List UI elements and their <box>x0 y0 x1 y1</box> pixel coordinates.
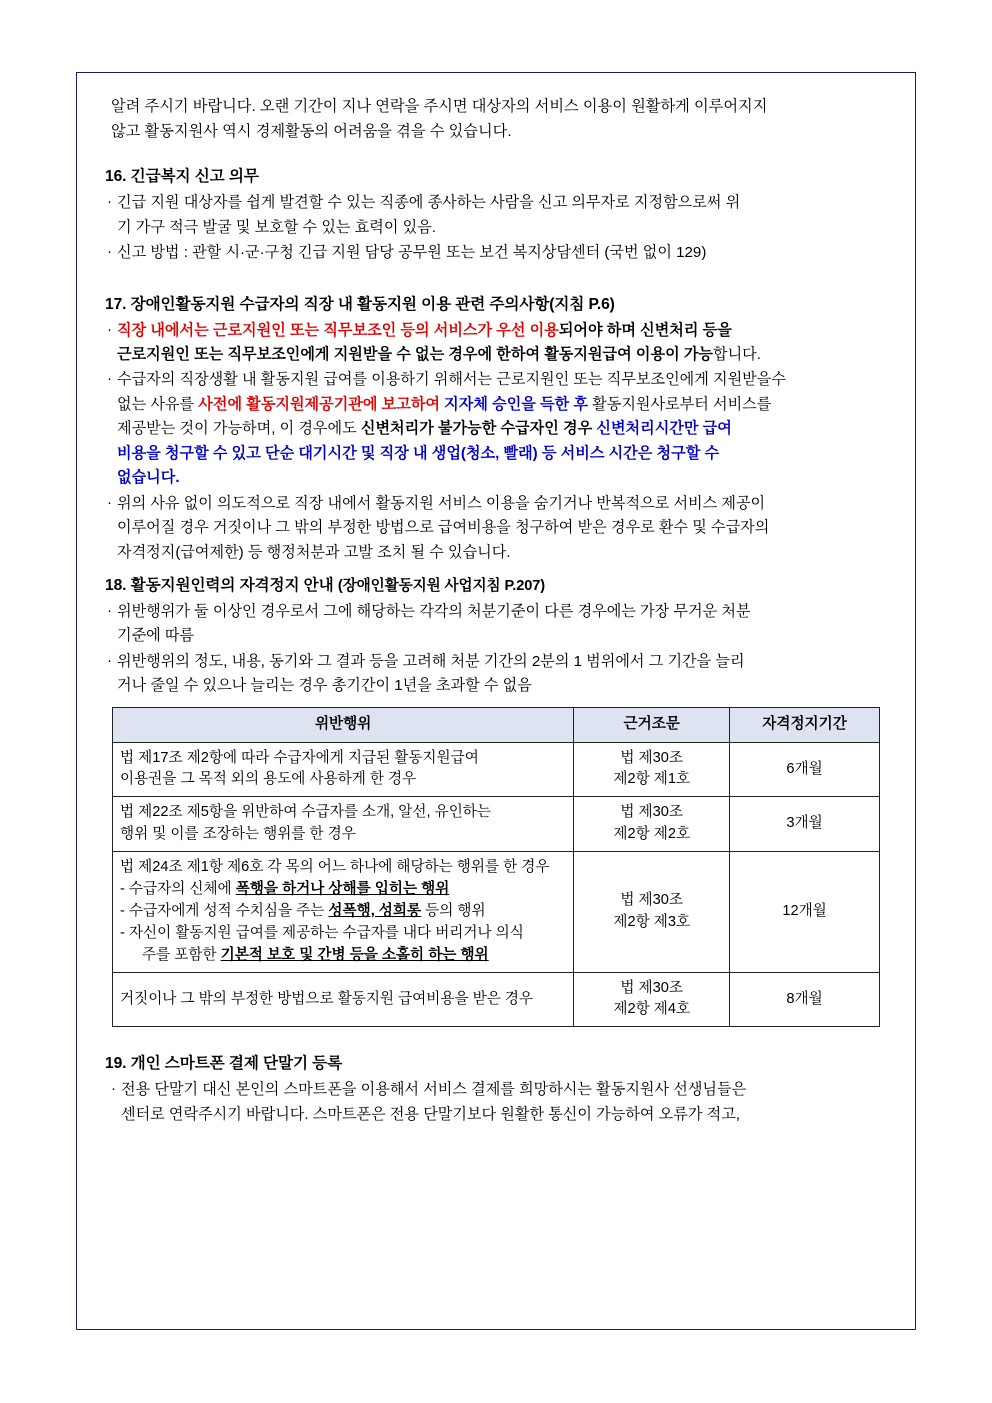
cell-basis <box>574 742 730 797</box>
text-segment: - 수급자에게 성적 수치심을 주는 <box>120 902 329 919</box>
text-segment: 활동지원사로부터 서비스를 <box>587 395 772 413</box>
cell-line: 제2항 제4호 <box>613 1001 691 1018</box>
list-item-line: · 긴급 지원 대상자를 쉽게 발견할 수 있는 직종에 종사하는 사람을 신고 의무자로 지정함으로써 위 <box>117 194 741 212</box>
emphasis-underline: 기본적 보호 및 간병 등을 소홀히 하는 행위 <box>220 946 489 963</box>
document-page <box>76 72 916 1330</box>
cell-line: 제2항 제3호 <box>613 913 691 930</box>
list-item-line: · 전용 단말기 대신 본인의 스마트폰을 이용해서 서비스 결제를 희망하시는 활동지원사 선생님들은 <box>121 1081 747 1099</box>
cell-subline <box>120 923 566 945</box>
cell-period: 3개월 <box>730 797 880 852</box>
cell-subline <box>120 901 566 923</box>
cell-subline <box>120 879 566 901</box>
list-item-line: 기 가구 적극 발굴 및 보호할 수 있는 효력이 있음. <box>117 218 436 236</box>
cell-violation <box>113 852 574 972</box>
cell-line: 법 제30조 <box>620 979 683 996</box>
table-row <box>113 852 880 972</box>
cell-line: 법 제30조 <box>620 891 683 908</box>
section-17 <box>103 292 889 565</box>
column-header-basis: 근거조문 <box>574 707 730 742</box>
cell-violation <box>113 742 574 797</box>
list-item-line <box>117 393 889 417</box>
list-item <box>103 650 889 699</box>
text-tail: 합니다. <box>713 346 761 363</box>
text-segment: 등의 행위 <box>421 902 486 919</box>
emphasis-blue: 비용을 청구할 수 있고 단순 대기시간 및 직장 내 생업(청소, 빨래) 등 서비스 시간은 청구할 수 <box>117 444 720 462</box>
section-17-list <box>103 319 889 565</box>
list-item-line: · 신고 방법 : 관할 시·군·구청 긴급 지원 담당 공무원 또는 보건 복지상담센터 (국번 없이 129) <box>117 244 707 262</box>
cell-basis <box>574 797 730 852</box>
list-item-line <box>117 343 889 367</box>
cell-line: 법 제22조 제5항을 위반하여 수급자를 소개, 알선, 유인하는 <box>120 804 491 821</box>
list-item-line: · 위반행위가 둘 이상인 경우로서 그에 해당하는 각각의 처분기준이 다른 경우에는 가장 무거운 처분 <box>117 602 751 620</box>
cell-line: 제2항 제2호 <box>613 826 691 843</box>
cell-basis <box>574 852 730 972</box>
list-item-line: · 수급자의 직장생활 내 활동지원 급여를 이용하기 위해서는 근로지원인 또는 직무보조인에게 지원받을수 <box>117 371 786 389</box>
list-item <box>103 368 889 490</box>
section-19-list <box>103 1078 889 1127</box>
intro-paragraph <box>103 95 889 144</box>
emphasis-bold: 신변처리가 불가능한 수급자인 경우 <box>360 420 593 438</box>
emphasis-bold: 되어야 하며 <box>558 321 641 339</box>
cell-line: 법 제30조 <box>620 749 683 766</box>
emphasis-blue: 신변처리시간만 급여 <box>592 420 732 438</box>
section-16 <box>103 164 889 265</box>
table-row <box>113 742 880 797</box>
text-segment: - 수급자의 신체에 <box>120 881 236 898</box>
cell-period: 12개월 <box>730 852 880 972</box>
list-item-line: 이루어질 경우 거짓이나 그 밖의 부정한 방법으로 급여비용을 청구하여 받은 경우로 환수 및 수급자의 <box>117 519 770 537</box>
section-17-heading: 17. 장애인활동지원 수급자의 직장 내 활동지원 이용 관련 주의사항(지침 P.6) <box>105 295 615 313</box>
table-header-row <box>113 707 880 742</box>
cell-violation <box>113 972 574 1027</box>
emphasis-underline: 성폭행, 성희롱 <box>328 902 422 919</box>
column-header-period: 자격정지기간 <box>730 707 880 742</box>
section-18 <box>103 573 889 1027</box>
list-item <box>103 319 889 368</box>
section-19-heading: 19. 개인 스마트폰 결제 단말기 등록 <box>105 1055 343 1073</box>
section-18-heading-main: 18. 활동지원인력의 자격정지 안내 <box>105 576 334 594</box>
emphasis-red: 직장 내에서는 근로지원인 또는 직무보조인 등의 서비스가 우선 이용 <box>117 321 559 339</box>
list-item <box>103 1078 889 1127</box>
cell-period: 8개월 <box>730 972 880 1027</box>
intro-line-2: 않고 활동지원사 역시 경제활동의 어려움을 겪을 수 있습니다. <box>111 122 512 140</box>
suspension-criteria-table <box>112 707 880 1028</box>
emphasis-red: 사전에 활동지원제공기관에 보고하여 <box>198 395 445 413</box>
list-item-line: · 위의 사유 없이 의도적으로 직장 내에서 활동지원 서비스 이용을 숨기거나 반복적으로 서비스 제공이 <box>117 494 766 512</box>
list-item <box>103 191 889 240</box>
section-18-heading-sub: (장애인활동지원 사업지침 P.207) <box>337 577 546 594</box>
text-segment: 주를 포함한 <box>142 946 221 963</box>
list-item <box>103 241 889 265</box>
list-item-line <box>117 417 889 441</box>
section-18-heading <box>103 573 889 595</box>
emphasis-bold: 근로지원인 또는 직무보조인에게 지원받을 수 없는 경우에 한하여 활동지원급여 이용이 가능 <box>117 346 713 363</box>
text-segment: 없는 사유를 <box>117 395 199 413</box>
column-header-violation: 위반행위 <box>113 707 574 742</box>
cell-line: 행위 및 이를 조장하는 행위를 한 경우 <box>120 826 356 843</box>
list-item <box>103 600 889 649</box>
list-item <box>103 492 889 565</box>
list-item-line: · 위반행위의 정도, 내용, 동기와 그 결과 등을 고려해 처분 기간의 2분의 1 범위에서 그 기간을 늘리 <box>117 652 745 670</box>
cell-subline <box>120 945 566 967</box>
emphasis-blue: 지자체 승인을 득한 후 <box>444 395 588 413</box>
emphasis-bold: 신변처리 등을 <box>640 321 732 339</box>
section-18-list <box>103 600 889 699</box>
cell-period: 6개월 <box>730 742 880 797</box>
table-row <box>113 797 880 852</box>
list-item-line <box>117 319 889 343</box>
table-row <box>113 972 880 1027</box>
cell-line: 법 제17조 제2항에 따라 수급자에게 지급된 활동지원급여 <box>120 749 479 766</box>
section-16-heading: 16. 긴급복지 신고 의무 <box>105 168 259 186</box>
list-item-line: 기준에 따름 <box>117 627 195 645</box>
cell-line: 제2항 제1호 <box>613 771 691 788</box>
emphasis-underline: 폭행을 하거나 상해를 입히는 행위 <box>235 881 450 898</box>
list-item-line: 거나 줄일 수 있으나 늘리는 경우 총기간이 1년을 초과할 수 없음 <box>117 677 532 695</box>
cell-line: 법 제24조 제1항 제6호 각 목의 어느 하나에 해당하는 행위를 한 경우 <box>120 859 550 876</box>
emphasis-blue: 없습니다. <box>117 469 180 487</box>
list-item-line: 센터로 연락주시기 바랍니다. 스마트폰은 전용 단말기보다 원활한 통신이 가능하여 오류가 적고, <box>121 1105 740 1123</box>
list-item-line: 자격정지(급여제한) 등 행정처분과 고발 조치 될 수 있습니다. <box>117 543 511 561</box>
cell-line: 이용권을 그 목적 외의 용도에 사용하게 한 경우 <box>120 771 417 788</box>
intro-line-1: 알려 주시기 바랍니다. 오랜 기간이 지나 연락을 주시면 대상자의 서비스 이용이 원활하게 이루어지지 <box>111 98 768 115</box>
section-16-list <box>103 191 889 265</box>
section-19 <box>103 1051 889 1127</box>
text-segment: 제공받는 것이 가능하며, 이 경우에도 <box>117 420 361 438</box>
cell-line: 거짓이나 그 밖의 부정한 방법으로 활동지원 급여비용을 받은 경우 <box>120 990 534 1007</box>
cell-violation <box>113 797 574 852</box>
cell-basis <box>574 972 730 1027</box>
text-segment: - 자신이 활동지원 급여를 제공하는 수급자를 내다 버리거나 의식 <box>120 924 524 941</box>
cell-line: 법 제30조 <box>620 804 683 821</box>
